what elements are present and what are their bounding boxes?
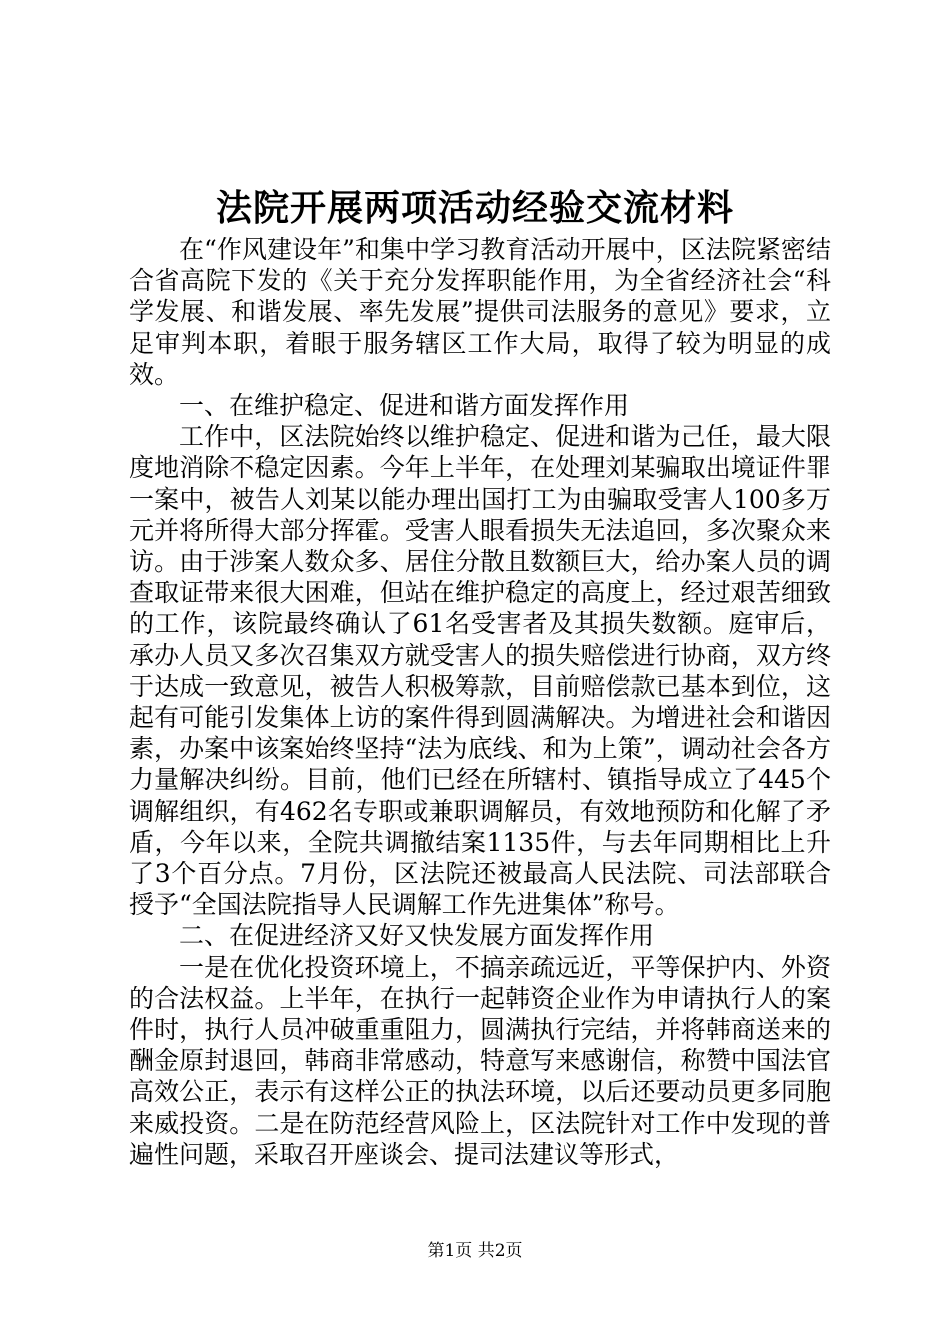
document-title: 法院开展两项活动经验交流材料 (215, 187, 734, 229)
document-body (129, 234, 831, 1170)
intro-paragraph: 在“作风建设年”和集中学习教育活动开展中，区法院紧密结合省高院下发的《关于充分发挥职能作用，为全省经济社会“科学发展、和谐发展、率先发展”提供司法服务的意见》要求，立足审判本职，着眼于服务辖区工作大局，取得了较为明显的成效。 (129, 235, 831, 389)
section-1-paragraph: 工作中，区法院始终以维护稳定、促进和谐为己任，最大限度地消除不稳定因素。今年上半年，在处理刘某骗取出境证件罪一案中，被告人刘某以能办理出国打工为由骗取受害人100多万元并将所得大部分挥霍。受害人眼看损失无法追回，多次聚众来访。由于涉案人数众多、居住分散且数额巨大，给办案人员的调查取证带来很大困难，但站在维护稳定的高度上，经过艰苦细致的工作，该院最终确认了61名受害者及其损失数额。庭审后，承办人员又多次召集双方就受害人的损失赔偿进行协商，双方终于达成一致意见，被告人积极筹款，目前赔偿款已基本到位，这起有可能引发集体上访的案件得到圆满解决。为增进社会和谐因素，办案中该案始终坚持“法为底线、和为上策”，调动社会各方力量解决纠纷。目前，他们已经在所辖村、镇指导成立了445个调解组织，有462名专职或兼职调解员，有效地预防和化解了矛盾，今年以来，全院共调撤结案1135件，与去年同期相比上升了3个百分点。7月份，区法院还被最高人民法院、司法部联合授予“全国法院指导人民调解工作先进集体”称号。 (129, 422, 831, 920)
page-footer: 第1页 共2页 (427, 1241, 523, 1261)
section-heading-2: 二、在促进经济又好又快发展方面发挥作用 (179, 921, 655, 951)
section-heading-1: 一、在维护稳定、促进和谐方面发挥作用 (179, 391, 630, 421)
section-2-paragraph: 一是在优化投资环境上，不搞亲疏远近，平等保护内、外资的合法权益。上半年，在执行一起韩资企业作为申请执行人的案件时，执行人员冲破重重阻力，圆满执行完结，并将韩商送来的酬金原封退回，韩商非常感动，特意写来感谢信，称赞中国法官高效公正，表示有这样公正的执法环境，以后还要动员更多同胞来威投资。二是在防范经营风险上，区法院针对工作中发现的普遍性问题，采取召开座谈会、提司法建议等形式， (129, 952, 831, 1169)
